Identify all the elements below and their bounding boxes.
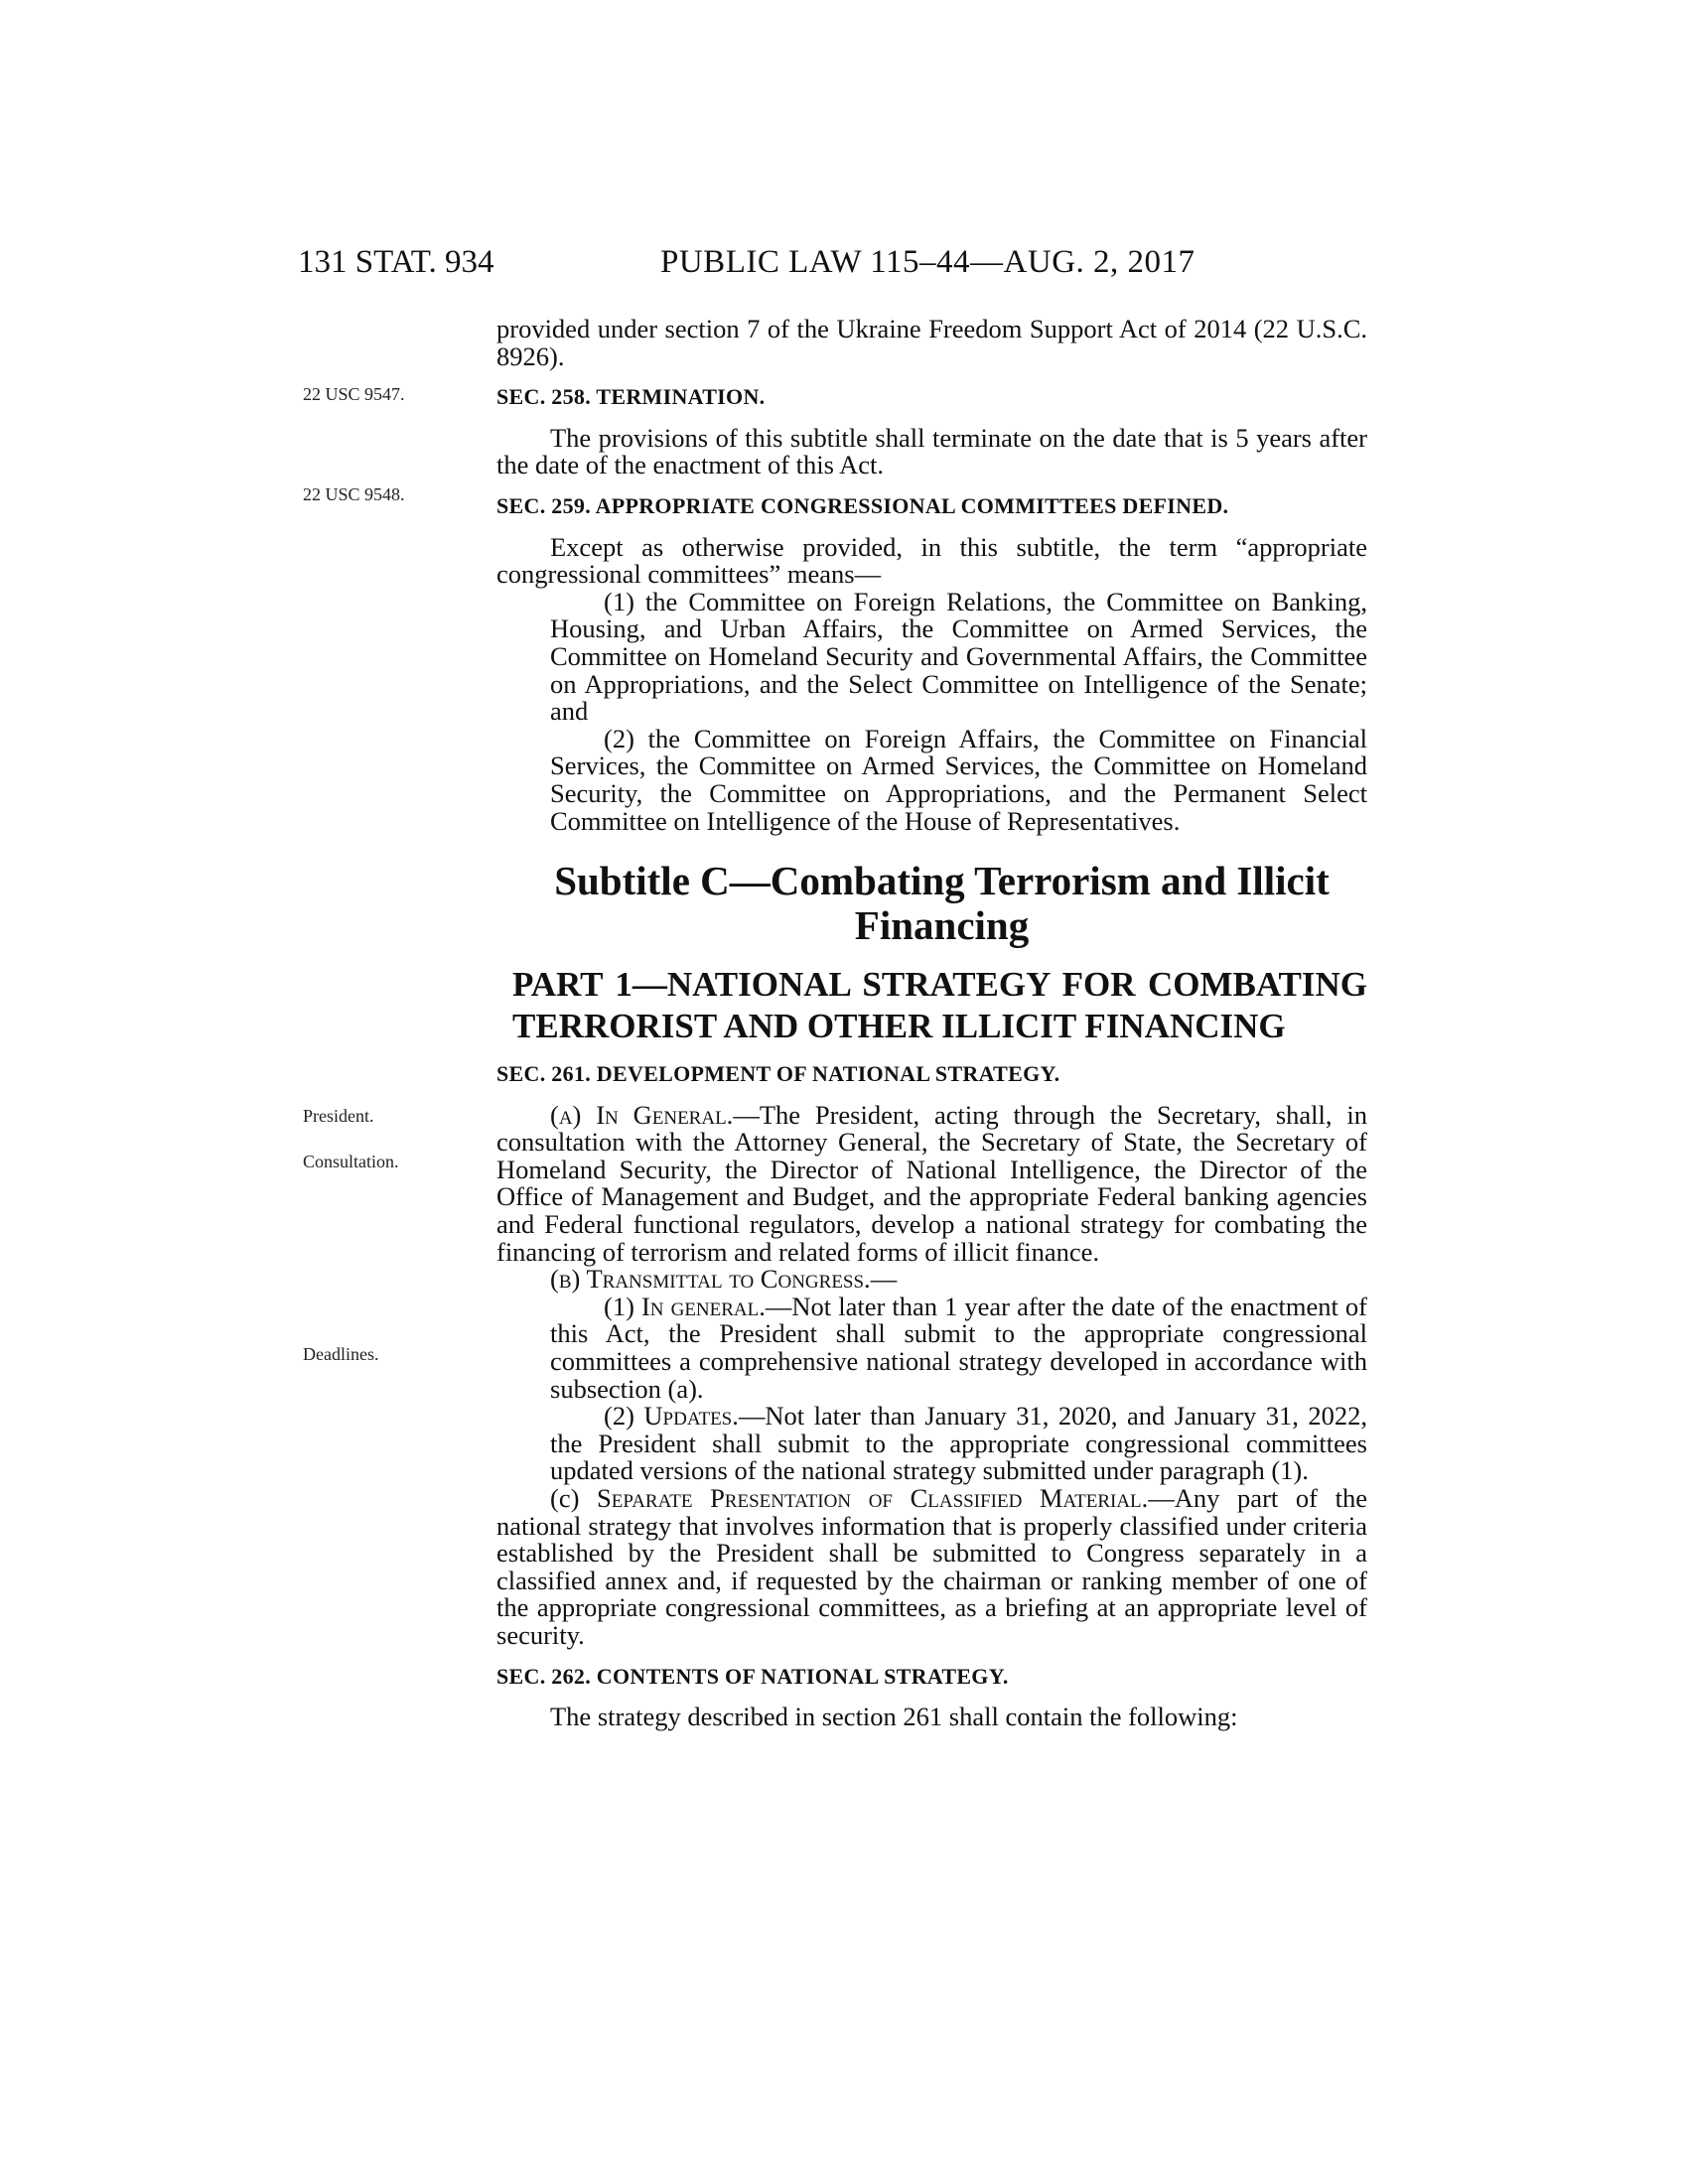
- subsection-a-text: —The President, acting through the Secretary, shall, in consultation with the Attorney General, the Secretary of State, the Secretary of Homeland Security, the Director of National Intelligence, the Director of the Office of Management and Budget, and the appropriate Federal banking agencies and Federal functional regulators, develop a national strategy for combating the financing of terrorism and related forms of illicit finance.: [496, 1099, 1367, 1267]
- paragraph-b2-label: Updates.: [643, 1401, 739, 1432]
- running-head: [298, 244, 1291, 284]
- part-heading: PART 1—NATIONAL STRATEGY FOR COMBATING TERRORIST AND OTHER ILLICIT FINANCING: [512, 965, 1367, 1046]
- paragraph-b1-number: (1): [604, 1291, 641, 1321]
- margin-note-usc-9548: 22 USC 9548.: [303, 484, 405, 504]
- subsection-a-label: (a) In General.: [550, 1099, 734, 1130]
- section-259-heading: SEC. 259. APPROPRIATE CONGRESSIONAL COMMITTEES DEFINED.: [496, 492, 1229, 518]
- paragraph-b1-label: In general.: [640, 1291, 766, 1321]
- section-259-paragraph-2: (2) the Committee on Foreign Affairs, the Committee on Financial Services, the Committee on Armed Services, the Committee on Homeland Security, the Committee on Appropriations, and the Permanent Select Committee on Intelligence of the House of Representatives.: [550, 723, 1367, 836]
- section-261-paragraph-b1: [550, 1291, 1367, 1404]
- section-259-intro: Except as otherwise provided, in this subtitle, the term “appropriate congressional committees” means—: [496, 531, 1367, 590]
- section-258-text: The provisions of this subtitle shall terminate on the date that is 5 years after the date of the enactment of this Act.: [496, 422, 1367, 480]
- section-262-text: The strategy described in section 261 shall contain the following:: [550, 1702, 1238, 1732]
- section-261-subsection-b: [496, 1266, 1367, 1294]
- section-261-heading: SEC. 261. DEVELOPMENT OF NATIONAL STRATEGY.: [496, 1061, 1060, 1087]
- subtitle-heading: Subtitle C—Combating Terrorism and Illicit Financing: [554, 858, 1330, 949]
- section-262-heading: SEC. 262. CONTENTS OF NATIONAL STRATEGY.: [496, 1663, 1009, 1689]
- paragraph-b2-text: —Not later than January 31, 2020, and January 31, 2022, the President shall submit to the appropriate congressional committees updated versions of the national strategy submitted under paragraph (1).: [550, 1401, 1367, 1486]
- paragraph-b2-number: (2): [604, 1401, 644, 1432]
- section-258-heading: SEC. 258. TERMINATION.: [496, 384, 766, 410]
- document-body: [496, 316, 1367, 1731]
- page-citation: 131 STAT. 934: [298, 244, 494, 280]
- margin-note-usc-9547: 22 USC 9547.: [303, 384, 405, 404]
- section-261-paragraph-b2: [550, 1403, 1367, 1485]
- margin-note-president: President.: [303, 1106, 374, 1126]
- carryover-paragraph: provided under section 7 of the Ukraine Freedom Support Act of 2014 (22 U.S.C. 8926).: [496, 314, 1367, 371]
- subsection-c-number: (c): [550, 1483, 598, 1513]
- margin-note-deadlines: Deadlines.: [303, 1344, 379, 1364]
- paragraph-b1-text: —Not later than 1 year after the date of the enactment of this Act, the President shall submit to the appropriate congressional committees a comprehensive national strategy developed in accordance with subsection (a).: [550, 1291, 1367, 1404]
- subsection-b-text: —: [870, 1264, 898, 1295]
- subsection-c-text: —Any part of the national strategy that involves information that is properly classified under criteria established by the President shall be submitted to Congress separately in a classified annex and, if requested by the chairman or ranking member of one of the appropriate congressional committees, as a briefing at an appropriate level of security.: [496, 1483, 1367, 1650]
- section-259-paragraph-1: (1) the Committee on Foreign Relations, the Committee on Banking, Housing, and Urban Affairs, the Committee on Armed Services, the Committee on Homeland Security and Governmental Affairs, the Committee on Appropriations, and the Select Committee on Intelligence of the Senate; and: [550, 586, 1367, 727]
- public-law-heading: PUBLIC LAW 115–44—AUG. 2, 2017: [660, 244, 1196, 280]
- section-261-subsection-a: [496, 1099, 1367, 1267]
- subsection-c-label: Separate Presentation of Classified Material.: [597, 1483, 1149, 1513]
- section-261-subsection-c: [496, 1485, 1367, 1650]
- subsection-b-label: (b) Transmittal to Congress.: [550, 1264, 871, 1295]
- margin-note-consultation: Consultation.: [303, 1152, 399, 1171]
